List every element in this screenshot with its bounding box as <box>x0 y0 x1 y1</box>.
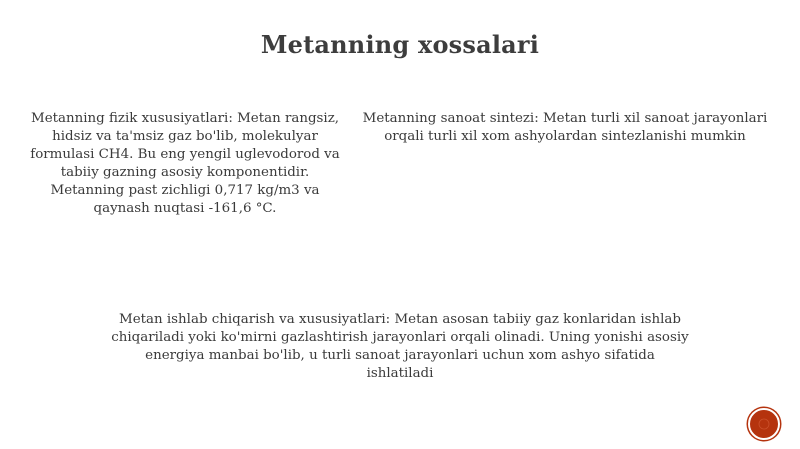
physical-properties-text: Metanning fizik xususiyatlari: Metan rangsiz, hidsiz va ta'msiz gaz bo'lib, molekulyar formulasi CH4. Bu eng yengil uglevodorod va tabiiy gazning asosiy komponentidir. Metanning past zichligi 0,717 kg/m3 va qaynash nuqtasi -161,6 °C. <box>30 111 340 216</box>
industrial-synthesis-text: Metanning sanoat sintezi: Metan turli xil sanoat jarayonlari orqali turli xil xom ashyolardan sintezlanishi mumkin <box>362 111 768 144</box>
next-slide-button[interactable] <box>748 408 780 440</box>
slide-title: Metanning xossalari <box>260 30 540 59</box>
next-slide-icon <box>758 418 770 430</box>
production-properties-text: Metan ishlab chiqarish va xususiyatlari: Metan asosan tabiiy gaz konlaridan ishlab chiqariladi yoki ko'mirni gazlashtirish jarayonlari orqali olinadi. Uning yonishi asosiy energiya manbai bo'lib, u turli sanoat jarayonlari uchun xom ashyo sifatida ishlatiladi <box>111 312 689 381</box>
